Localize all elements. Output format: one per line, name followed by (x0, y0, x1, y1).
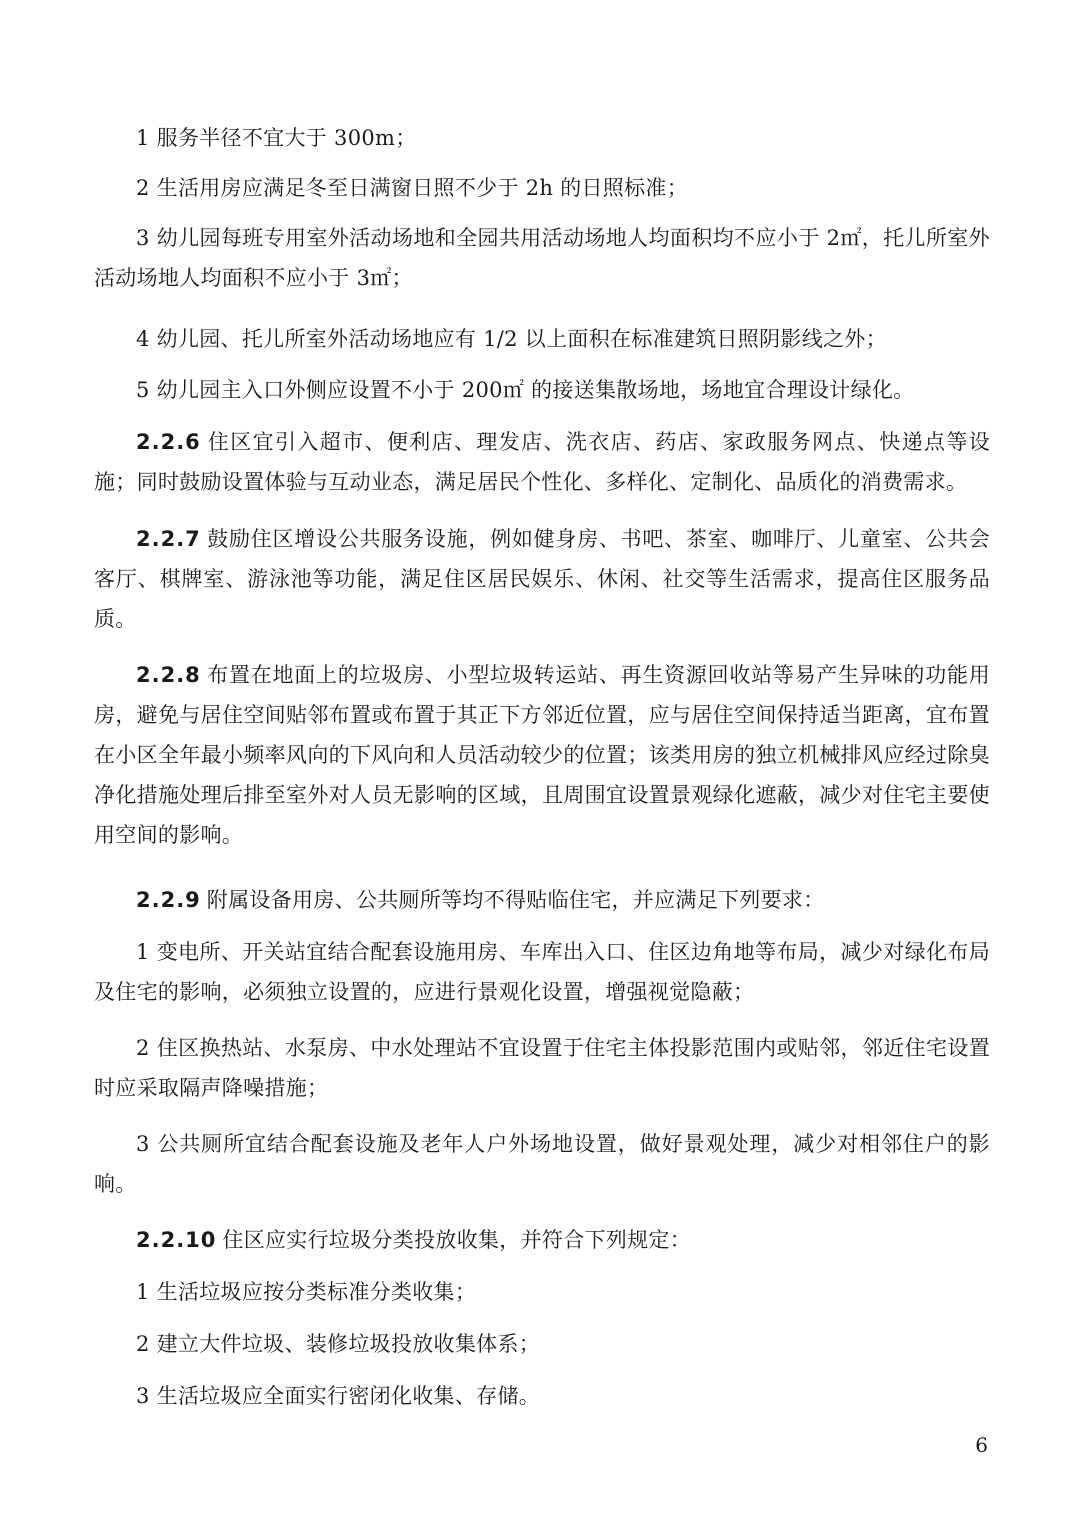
clause-text: 住区宜引入超市、便利店、理发店、洗衣店、药店、家政服务网点、快递点等设施；同时鼓励设置体验与互动业态，满足居民个性化、多样化、定制化、品质化的消费需求。 (94, 430, 990, 494)
list-item (94, 168, 990, 208)
item-text: 服务半径不宜大于 300m； (156, 126, 417, 150)
clause-number: 2.2.10 (136, 1228, 217, 1252)
item-text: 建立大件垃圾、装修垃圾投放收集体系； (156, 1332, 541, 1356)
item-number: 5 (136, 378, 150, 402)
clause-text: 住区应实行垃圾分类投放收集，并符合下列规定： (222, 1228, 692, 1252)
item-number: 4 (136, 327, 150, 351)
item-number: 1 (136, 1280, 150, 1304)
list-item (94, 1376, 990, 1416)
item-number: 1 (136, 940, 150, 964)
list-item (94, 370, 990, 410)
item-text: 幼儿园每班专用室外活动场地和全园共用活动场地人均面积均不应小于 2㎡，托儿所室外活动场地人均面积不应小于 3㎡； (94, 226, 990, 290)
item-text: 公共厕所宜结合配套设施及老年人户外场地设置，做好景观处理，减少对相邻住户的影响。 (94, 1132, 990, 1196)
item-number: 2 (136, 1036, 150, 1060)
clause-paragraph (94, 1220, 990, 1260)
list-item (94, 1124, 990, 1204)
clause-text: 附属设备用房、公共厕所等均不得贴临住宅，并应满足下列要求： (206, 888, 825, 912)
clause-number: 2.2.8 (136, 663, 201, 687)
list-item (94, 218, 990, 298)
list-item (94, 1324, 990, 1364)
list-item (94, 932, 990, 1012)
list-item (94, 319, 990, 359)
clause-number: 2.2.6 (136, 430, 201, 454)
clause-text: 鼓励住区增设公共服务设施，例如健身房、书吧、茶室、咖啡厅、儿童室、公共会客厅、棋牌室、游泳池等功能，满足住区居民娱乐、休闲、社交等生活需求，提高住区服务品质。 (94, 527, 990, 631)
clause-paragraph (94, 422, 990, 502)
item-number: 1 (136, 126, 150, 150)
clause-paragraph (94, 519, 990, 639)
item-number: 3 (136, 1132, 150, 1156)
clause-number: 2.2.7 (136, 527, 201, 551)
clause-paragraph (94, 880, 990, 920)
item-text: 变电所、开关站宜结合配套设施用房、车库出入口、住区边角地等布局，减少对绿化布局及住宅的影响，必须独立设置的，应进行景观化设置，增强视觉隐蔽； (94, 940, 990, 1004)
item-text: 生活用房应满足冬至日满窗日照不少于 2h 的日照标准； (156, 176, 688, 200)
clause-text: 布置在地面上的垃圾房、小型垃圾转运站、再生资源回收站等易产生异味的功能用房，避免与居住空间贴邻布置或布置于其正下方邻近位置，应与居住空间保持适当距离，宜布置在小区全年最小频率风向的下风向和人员活动较少的位置；该类用房的独立机械排风应经过除臭净化措施处理后排至室外对人员无影响的区域，且周围宜设置景观绿化遮蔽，减少对住宅主要使用空间的影响。 (94, 663, 990, 847)
page-number: 6 (975, 1433, 988, 1457)
item-text: 住区换热站、水泵房、中水处理站不宜设置于住宅主体投影范围内或贴邻，邻近住宅设置时应采取隔声降噪措施； (94, 1036, 990, 1100)
item-text: 生活垃圾应按分类标准分类收集； (156, 1280, 477, 1304)
clause-number: 2.2.9 (136, 888, 201, 912)
item-number: 3 (136, 1384, 150, 1408)
item-text: 幼儿园、托儿所室外活动场地应有 1/2 以上面积在标准建筑日照阴影线之外； (156, 327, 887, 351)
item-text: 生活垃圾应全面实行密闭化收集、存储。 (156, 1384, 541, 1408)
item-number: 2 (136, 176, 150, 200)
clause-paragraph (94, 655, 990, 855)
item-number: 2 (136, 1332, 150, 1356)
list-item (94, 1272, 990, 1312)
list-item (94, 118, 990, 158)
item-number: 3 (136, 226, 150, 250)
item-text: 幼儿园主入口外侧应设置不小于 200㎡ 的接送集散场地，场地宜合理设计绿化。 (156, 378, 915, 402)
list-item (94, 1028, 990, 1108)
